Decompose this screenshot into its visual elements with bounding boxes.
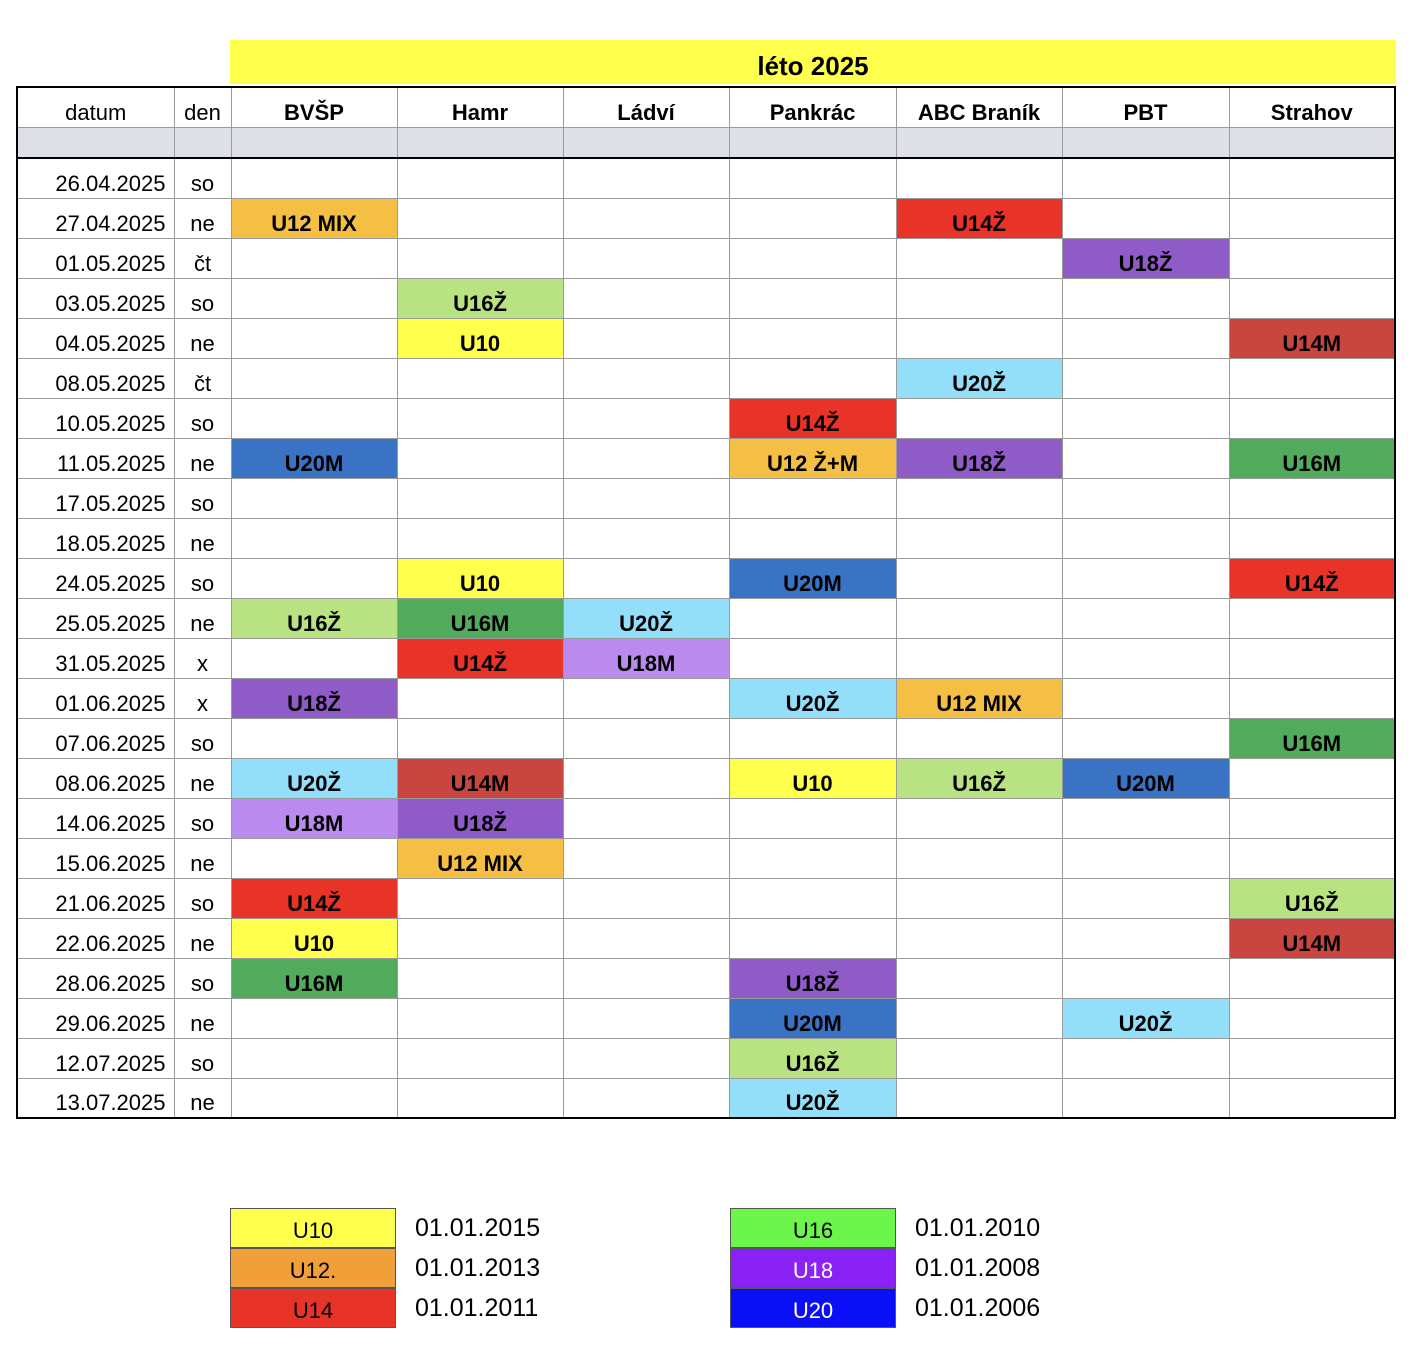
session-cell: U16M	[1229, 438, 1395, 478]
session-cell: U14M	[397, 758, 563, 798]
empty-cell	[1062, 318, 1229, 358]
empty-cell	[1229, 998, 1395, 1038]
empty-cell	[231, 398, 397, 438]
schedule-row	[17, 758, 1395, 798]
session-cell: U20Ž	[563, 598, 729, 638]
empty-cell	[231, 998, 397, 1038]
row-day: ne	[174, 918, 231, 958]
empty-cell	[1229, 758, 1395, 798]
schedule-row	[17, 238, 1395, 278]
schedule-row	[17, 918, 1395, 958]
legend-swatch: U18	[730, 1248, 896, 1288]
empty-cell	[563, 718, 729, 758]
session-cell: U18Ž	[231, 678, 397, 718]
row-day: ne	[174, 438, 231, 478]
empty-cell	[563, 158, 729, 198]
row-day: x	[174, 678, 231, 718]
schedule-row	[17, 798, 1395, 838]
session-cell: U12 MIX	[896, 678, 1062, 718]
row-date: 15.06.2025	[17, 838, 174, 878]
empty-cell	[1229, 598, 1395, 638]
schedule-row	[17, 878, 1395, 918]
row-date: 03.05.2025	[17, 278, 174, 318]
empty-cell	[397, 518, 563, 558]
legend-date: 01.01.2015	[415, 1214, 541, 1242]
session-cell: U16Ž	[231, 598, 397, 638]
empty-cell	[896, 1078, 1062, 1118]
row-day: ne	[174, 598, 231, 638]
gray-cell	[397, 127, 563, 158]
row-day: čt	[174, 358, 231, 398]
empty-cell	[1229, 158, 1395, 198]
schedule-row	[17, 438, 1395, 478]
empty-cell	[397, 238, 563, 278]
legend-swatch: U20	[730, 1288, 896, 1328]
empty-cell	[563, 878, 729, 918]
legend-swatch: U16	[730, 1208, 896, 1248]
session-cell: U14Ž	[1229, 558, 1395, 598]
row-day: x	[174, 638, 231, 678]
empty-cell	[231, 358, 397, 398]
empty-cell	[896, 638, 1062, 678]
row-day: ne	[174, 318, 231, 358]
empty-cell	[397, 958, 563, 998]
schedule-row	[17, 598, 1395, 638]
row-day: so	[174, 798, 231, 838]
empty-cell	[1062, 518, 1229, 558]
empty-cell	[729, 918, 896, 958]
schedule-row	[17, 1038, 1395, 1078]
legend-swatch: U12.	[230, 1248, 396, 1288]
row-date: 08.06.2025	[17, 758, 174, 798]
schedule-row	[17, 1078, 1395, 1118]
venue-header: Hamr	[397, 87, 563, 127]
empty-cell	[1229, 958, 1395, 998]
empty-cell	[1062, 678, 1229, 718]
empty-cell	[1229, 198, 1395, 238]
legend-date: 01.01.2011	[415, 1294, 539, 1322]
row-day: so	[174, 718, 231, 758]
empty-cell	[729, 878, 896, 918]
session-cell: U18Ž	[397, 798, 563, 838]
session-cell: U14Ž	[896, 198, 1062, 238]
session-cell: U20M	[1062, 758, 1229, 798]
session-cell: U20M	[729, 558, 896, 598]
empty-cell	[896, 918, 1062, 958]
empty-cell	[1229, 518, 1395, 558]
header-den: den	[174, 87, 231, 127]
gray-cell	[563, 127, 729, 158]
empty-cell	[231, 558, 397, 598]
empty-cell	[1062, 438, 1229, 478]
empty-cell	[896, 478, 1062, 518]
row-date: 28.06.2025	[17, 958, 174, 998]
empty-cell	[1062, 1078, 1229, 1118]
row-day: so	[174, 158, 231, 198]
empty-cell	[729, 638, 896, 678]
empty-cell	[231, 718, 397, 758]
row-day: so	[174, 1038, 231, 1078]
empty-cell	[1229, 1038, 1395, 1078]
empty-cell	[729, 518, 896, 558]
row-day: ne	[174, 838, 231, 878]
empty-cell	[563, 518, 729, 558]
row-date: 04.05.2025	[17, 318, 174, 358]
schedule-row	[17, 998, 1395, 1038]
empty-cell	[563, 918, 729, 958]
empty-cell	[729, 358, 896, 398]
empty-cell	[563, 318, 729, 358]
row-date: 21.06.2025	[17, 878, 174, 918]
gray-cell	[17, 127, 174, 158]
empty-cell	[397, 878, 563, 918]
session-cell: U14Ž	[729, 398, 896, 438]
empty-cell	[729, 478, 896, 518]
empty-cell	[563, 558, 729, 598]
row-day: so	[174, 558, 231, 598]
empty-cell	[896, 718, 1062, 758]
empty-cell	[729, 838, 896, 878]
empty-cell	[397, 718, 563, 758]
row-date: 17.05.2025	[17, 478, 174, 518]
empty-cell	[1229, 238, 1395, 278]
empty-cell	[896, 1038, 1062, 1078]
legend-date: 01.01.2008	[915, 1254, 1041, 1282]
empty-cell	[1062, 158, 1229, 198]
empty-cell	[397, 678, 563, 718]
empty-cell	[729, 798, 896, 838]
empty-cell	[1062, 1038, 1229, 1078]
gray-cell	[174, 127, 231, 158]
empty-cell	[563, 998, 729, 1038]
gray-cell	[1229, 127, 1395, 158]
empty-cell	[397, 918, 563, 958]
empty-cell	[231, 278, 397, 318]
empty-cell	[1229, 1078, 1395, 1118]
row-date: 24.05.2025	[17, 558, 174, 598]
header-datum: datum	[17, 87, 174, 127]
row-day: ne	[174, 758, 231, 798]
session-cell: U18M	[563, 638, 729, 678]
empty-cell	[896, 598, 1062, 638]
schedule-row	[17, 718, 1395, 758]
row-date: 07.06.2025	[17, 718, 174, 758]
empty-cell	[1229, 838, 1395, 878]
session-cell: U16Ž	[896, 758, 1062, 798]
empty-cell	[397, 998, 563, 1038]
session-cell: U20Ž	[729, 678, 896, 718]
empty-cell	[1062, 558, 1229, 598]
session-cell: U16M	[397, 598, 563, 638]
empty-cell	[896, 838, 1062, 878]
empty-cell	[397, 438, 563, 478]
venue-header: Strahov	[1229, 87, 1395, 127]
empty-cell	[896, 158, 1062, 198]
empty-cell	[397, 1078, 563, 1118]
schedule-row	[17, 638, 1395, 678]
schedule-row	[17, 358, 1395, 398]
empty-cell	[729, 198, 896, 238]
row-day: so	[174, 958, 231, 998]
empty-cell	[563, 758, 729, 798]
empty-cell	[231, 158, 397, 198]
schedule-row	[17, 198, 1395, 238]
gray-cell	[1062, 127, 1229, 158]
empty-cell	[397, 1038, 563, 1078]
venue-header: BVŠP	[231, 87, 397, 127]
legend-swatch: U14	[230, 1288, 396, 1328]
empty-cell	[1229, 278, 1395, 318]
empty-cell	[896, 278, 1062, 318]
empty-cell	[1062, 918, 1229, 958]
schedule-row	[17, 558, 1395, 598]
empty-cell	[397, 158, 563, 198]
session-cell: U14Ž	[397, 638, 563, 678]
session-cell: U10	[729, 758, 896, 798]
session-cell: U20Ž	[1062, 998, 1229, 1038]
session-cell: U20Ž	[729, 1078, 896, 1118]
empty-cell	[729, 598, 896, 638]
empty-cell	[231, 518, 397, 558]
empty-cell	[1229, 478, 1395, 518]
empty-cell	[1062, 838, 1229, 878]
schedule-row	[17, 158, 1395, 198]
session-cell: U12 MIX	[231, 198, 397, 238]
row-day: so	[174, 878, 231, 918]
empty-cell	[896, 398, 1062, 438]
row-date: 14.06.2025	[17, 798, 174, 838]
empty-cell	[231, 478, 397, 518]
empty-cell	[563, 238, 729, 278]
row-date: 10.05.2025	[17, 398, 174, 438]
empty-cell	[231, 1078, 397, 1118]
empty-cell	[1062, 598, 1229, 638]
header-row	[17, 87, 1395, 127]
empty-cell	[1062, 198, 1229, 238]
empty-cell	[1062, 878, 1229, 918]
empty-cell	[729, 158, 896, 198]
row-date: 13.07.2025	[17, 1078, 174, 1118]
session-cell: U20Ž	[896, 358, 1062, 398]
season-title: léto 2025	[230, 40, 1396, 84]
row-date: 22.06.2025	[17, 918, 174, 958]
venue-header: PBT	[1062, 87, 1229, 127]
session-cell: U10	[397, 558, 563, 598]
empty-cell	[1062, 718, 1229, 758]
row-date: 25.05.2025	[17, 598, 174, 638]
empty-cell	[397, 358, 563, 398]
legend-date: 01.01.2006	[915, 1294, 1041, 1322]
empty-cell	[1229, 798, 1395, 838]
empty-cell	[1229, 678, 1395, 718]
empty-cell	[563, 278, 729, 318]
session-cell: U10	[397, 318, 563, 358]
empty-cell	[397, 198, 563, 238]
empty-cell	[896, 238, 1062, 278]
row-date: 26.04.2025	[17, 158, 174, 198]
row-date: 18.05.2025	[17, 518, 174, 558]
legend-swatch: U10	[230, 1208, 396, 1248]
row-date: 12.07.2025	[17, 1038, 174, 1078]
session-cell: U16M	[1229, 718, 1395, 758]
session-cell: U14M	[1229, 318, 1395, 358]
schedule-row	[17, 278, 1395, 318]
row-date: 31.05.2025	[17, 638, 174, 678]
row-day: ne	[174, 998, 231, 1038]
schedule-row	[17, 398, 1395, 438]
session-cell: U18Ž	[896, 438, 1062, 478]
schedule-row	[17, 318, 1395, 358]
session-cell: U18Ž	[729, 958, 896, 998]
gray-cell	[231, 127, 397, 158]
row-date: 29.06.2025	[17, 998, 174, 1038]
row-date: 27.04.2025	[17, 198, 174, 238]
schedule-row	[17, 518, 1395, 558]
gray-separator-row	[17, 127, 1395, 158]
session-cell: U20M	[729, 998, 896, 1038]
empty-cell	[231, 1038, 397, 1078]
empty-cell	[397, 478, 563, 518]
empty-cell	[729, 718, 896, 758]
empty-cell	[729, 238, 896, 278]
row-date: 01.05.2025	[17, 238, 174, 278]
empty-cell	[563, 358, 729, 398]
session-cell: U16Ž	[1229, 878, 1395, 918]
empty-cell	[1062, 398, 1229, 438]
empty-cell	[729, 278, 896, 318]
row-date: 01.06.2025	[17, 678, 174, 718]
session-cell: U14M	[1229, 918, 1395, 958]
session-cell: U14Ž	[231, 878, 397, 918]
row-day: so	[174, 478, 231, 518]
venue-header: ABC Braník	[896, 87, 1062, 127]
empty-cell	[1062, 638, 1229, 678]
empty-cell	[563, 198, 729, 238]
session-cell: U12 MIX	[397, 838, 563, 878]
session-cell: U10	[231, 918, 397, 958]
venue-header: Pankrác	[729, 87, 896, 127]
empty-cell	[896, 998, 1062, 1038]
session-cell: U16M	[231, 958, 397, 998]
empty-cell	[231, 238, 397, 278]
schedule-row	[17, 838, 1395, 878]
gray-cell	[729, 127, 896, 158]
empty-cell	[1062, 278, 1229, 318]
session-cell: U20M	[231, 438, 397, 478]
row-date: 11.05.2025	[17, 438, 174, 478]
empty-cell	[231, 318, 397, 358]
schedule-row	[17, 478, 1395, 518]
empty-cell	[397, 398, 563, 438]
empty-cell	[231, 638, 397, 678]
row-day: so	[174, 278, 231, 318]
schedule-row	[17, 678, 1395, 718]
schedule-table	[16, 86, 1396, 1119]
empty-cell	[563, 1038, 729, 1078]
empty-cell	[563, 1078, 729, 1118]
empty-cell	[729, 318, 896, 358]
row-day: ne	[174, 198, 231, 238]
row-day: čt	[174, 238, 231, 278]
empty-cell	[896, 558, 1062, 598]
empty-cell	[563, 838, 729, 878]
empty-cell	[231, 838, 397, 878]
empty-cell	[563, 398, 729, 438]
empty-cell	[563, 438, 729, 478]
empty-cell	[896, 798, 1062, 838]
schedule-row	[17, 958, 1395, 998]
empty-cell	[896, 318, 1062, 358]
empty-cell	[1229, 358, 1395, 398]
session-cell: U18M	[231, 798, 397, 838]
empty-cell	[1062, 478, 1229, 518]
empty-cell	[563, 958, 729, 998]
empty-cell	[563, 798, 729, 838]
empty-cell	[1229, 398, 1395, 438]
empty-cell	[1062, 358, 1229, 398]
empty-cell	[896, 518, 1062, 558]
row-day: ne	[174, 1078, 231, 1118]
session-cell: U16Ž	[397, 278, 563, 318]
row-day: so	[174, 398, 231, 438]
empty-cell	[563, 678, 729, 718]
session-cell: U12 Ž+M	[729, 438, 896, 478]
empty-cell	[1062, 958, 1229, 998]
legend-date: 01.01.2013	[415, 1254, 541, 1282]
empty-cell	[896, 878, 1062, 918]
empty-cell	[896, 958, 1062, 998]
empty-cell	[1229, 638, 1395, 678]
legend-date: 01.01.2010	[915, 1214, 1041, 1242]
row-day: ne	[174, 518, 231, 558]
empty-cell	[563, 478, 729, 518]
gray-cell	[896, 127, 1062, 158]
session-cell: U16Ž	[729, 1038, 896, 1078]
session-cell: U18Ž	[1062, 238, 1229, 278]
empty-cell	[1062, 798, 1229, 838]
venue-header: Ládví	[563, 87, 729, 127]
session-cell: U20Ž	[231, 758, 397, 798]
row-date: 08.05.2025	[17, 358, 174, 398]
